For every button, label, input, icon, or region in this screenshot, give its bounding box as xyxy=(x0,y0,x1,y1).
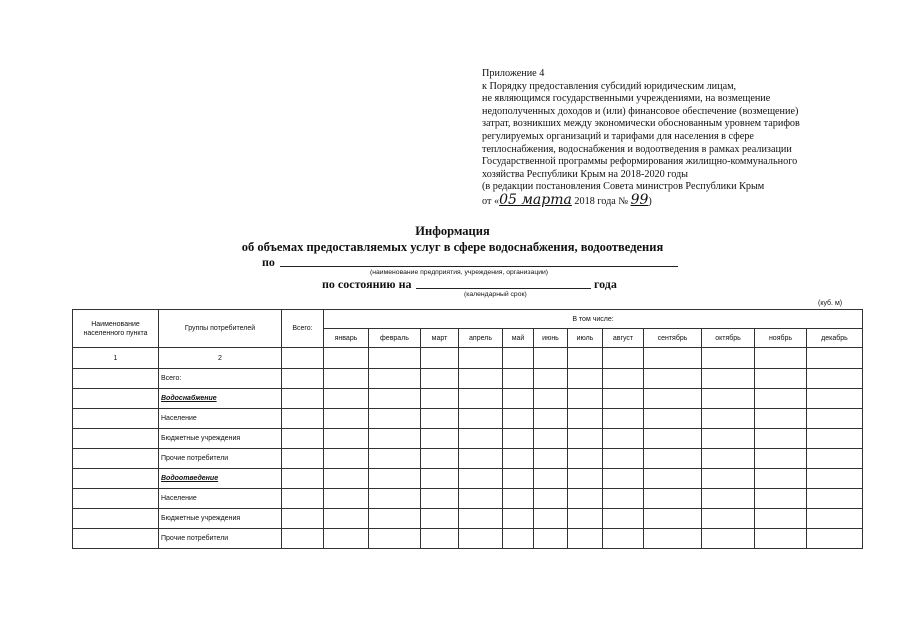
value-cell xyxy=(459,409,503,429)
value-cell xyxy=(807,409,863,429)
value-cell xyxy=(503,389,534,409)
value-cell xyxy=(369,429,421,449)
value-cell xyxy=(73,369,159,389)
month-header: январь xyxy=(324,329,369,348)
value-cell xyxy=(421,509,459,529)
value-cell xyxy=(568,429,603,449)
value-cell xyxy=(503,469,534,489)
volumes-table xyxy=(72,309,863,549)
value-cell xyxy=(534,369,568,389)
value-cell xyxy=(534,409,568,429)
table-row xyxy=(73,489,863,509)
value-cell xyxy=(324,529,369,549)
value-cell xyxy=(421,409,459,429)
month-header: сентябрь xyxy=(644,329,702,348)
value-cell xyxy=(702,369,755,389)
value-cell xyxy=(73,489,159,509)
value-cell xyxy=(369,509,421,529)
value-cell xyxy=(568,469,603,489)
appendix-line: Приложение 4 xyxy=(482,68,545,79)
value-cell xyxy=(324,369,369,389)
value-cell xyxy=(755,449,807,469)
value-cell xyxy=(282,529,324,549)
value-cell xyxy=(807,389,863,409)
table-row xyxy=(73,509,863,529)
value-cell xyxy=(459,449,503,469)
appendix-line: теплоснабжения, водоснабжения и водоотведения в рамках реализации xyxy=(482,143,792,155)
value-cell xyxy=(534,449,568,469)
value-cell xyxy=(702,389,755,409)
month-header: апрель xyxy=(459,329,503,348)
appendix-line: хозяйства Республики Крым на 2018-2020 годы xyxy=(482,168,689,180)
value-cell xyxy=(503,449,534,469)
value-cell xyxy=(503,489,534,509)
consumer-group-cell: Бюджетные учреждения xyxy=(159,509,282,529)
value-cell xyxy=(807,529,863,549)
column-number: 2 xyxy=(159,348,282,369)
header-settlement: Наименование населенного пункта xyxy=(73,310,159,348)
value-cell xyxy=(603,489,644,509)
handwritten-number: 99 xyxy=(630,191,649,208)
value-cell xyxy=(282,389,324,409)
value-cell xyxy=(73,429,159,449)
value-cell xyxy=(534,529,568,549)
value-cell xyxy=(324,429,369,449)
value-cell xyxy=(324,449,369,469)
value-cell xyxy=(755,389,807,409)
value-cell xyxy=(644,469,702,489)
appendix-line: не являющимся государственными учреждениями, на возмещение xyxy=(482,93,771,105)
document-title: Информация xyxy=(415,224,490,238)
consumer-group-cell: Население xyxy=(159,409,282,429)
value-cell xyxy=(807,369,863,389)
value-cell xyxy=(603,389,644,409)
value-cell xyxy=(534,489,568,509)
value-cell xyxy=(459,489,503,509)
value-cell xyxy=(534,509,568,529)
appendix-block xyxy=(482,68,882,209)
table-row xyxy=(73,469,863,489)
header-including: В том числе: xyxy=(324,310,863,329)
month-header: март xyxy=(421,329,459,348)
appendix-date-line xyxy=(482,191,882,209)
value-cell xyxy=(702,509,755,529)
value-cell xyxy=(503,529,534,549)
value-cell xyxy=(282,469,324,489)
value-cell xyxy=(282,489,324,509)
value-cell xyxy=(644,389,702,409)
value-cell xyxy=(755,489,807,509)
value-cell xyxy=(603,509,644,529)
consumer-group-cell: Водоотведение xyxy=(159,469,282,489)
po-label: по xyxy=(262,255,275,269)
value-cell xyxy=(644,489,702,509)
value-cell xyxy=(324,409,369,429)
value-cell xyxy=(603,529,644,549)
value-cell xyxy=(421,389,459,409)
value-cell xyxy=(324,389,369,409)
value-cell xyxy=(603,469,644,489)
appendix-line: Государственной программы реформирования жилищно-коммунального xyxy=(482,156,798,168)
value-cell xyxy=(644,509,702,529)
value-cell xyxy=(73,409,159,429)
value-cell xyxy=(807,429,863,449)
value-cell xyxy=(702,429,755,449)
value-cell xyxy=(807,469,863,489)
document-subtitle: об объемах предоставляемых услуг в сфере водоснабжения, водоотведения xyxy=(241,240,664,254)
value-cell xyxy=(369,389,421,409)
month-header: август xyxy=(603,329,644,348)
value-cell xyxy=(421,429,459,449)
value-cell xyxy=(568,409,603,429)
value-cell xyxy=(568,389,603,409)
value-cell xyxy=(421,529,459,549)
value-cell xyxy=(755,369,807,389)
value-cell xyxy=(73,469,159,489)
value-cell xyxy=(73,529,159,549)
consumer-group-cell: Всего: xyxy=(159,369,282,389)
value-cell xyxy=(369,369,421,389)
value-cell xyxy=(282,449,324,469)
header-groups: Группы потребителей xyxy=(159,310,282,348)
organization-caption: (наименование предприятия, учреждения, организации) xyxy=(370,269,549,276)
date-middle: 2018 года № xyxy=(571,195,631,207)
value-cell xyxy=(421,449,459,469)
value-cell xyxy=(282,369,324,389)
value-cell xyxy=(282,409,324,429)
date-suffix: ) xyxy=(648,195,652,207)
value-cell xyxy=(369,449,421,469)
handwritten-date: 05 марта xyxy=(499,191,572,208)
value-cell xyxy=(755,409,807,429)
value-cell xyxy=(702,469,755,489)
value-cell xyxy=(369,489,421,509)
value-cell xyxy=(755,509,807,529)
value-cell xyxy=(534,429,568,449)
value-cell xyxy=(369,409,421,429)
value-cell xyxy=(324,469,369,489)
appendix-line: (в редакции постановления Совета министров Республики Крым xyxy=(482,181,765,193)
value-cell xyxy=(603,369,644,389)
month-header: май xyxy=(503,329,534,348)
value-cell xyxy=(568,449,603,469)
value-cell xyxy=(702,489,755,509)
value-cell xyxy=(73,389,159,409)
value-cell xyxy=(282,509,324,529)
value-cell xyxy=(503,509,534,529)
table-body xyxy=(73,369,863,549)
table-row xyxy=(73,429,863,449)
table-row xyxy=(73,369,863,389)
value-cell xyxy=(755,429,807,449)
value-cell xyxy=(459,469,503,489)
value-cell xyxy=(568,489,603,509)
as-of-label: по состоянию на xyxy=(322,277,412,291)
column-number: 1 xyxy=(73,348,159,369)
year-label: года xyxy=(594,277,617,291)
month-header: июль xyxy=(568,329,603,348)
value-cell xyxy=(807,509,863,529)
date-prefix: от « xyxy=(482,195,500,207)
consumer-group-cell: Население xyxy=(159,489,282,509)
value-cell xyxy=(459,529,503,549)
value-cell xyxy=(73,449,159,469)
value-cell xyxy=(459,509,503,529)
value-cell xyxy=(603,449,644,469)
consumer-group-cell: Прочие потребители xyxy=(159,529,282,549)
unit-label: (куб. м) xyxy=(818,300,843,307)
value-cell xyxy=(644,409,702,429)
value-cell xyxy=(603,409,644,429)
value-cell xyxy=(503,409,534,429)
consumer-group-cell: Водоснабжение xyxy=(159,389,282,409)
table-row xyxy=(73,409,863,429)
month-header: июнь xyxy=(534,329,568,348)
value-cell xyxy=(568,509,603,529)
value-cell xyxy=(459,369,503,389)
value-cell xyxy=(369,529,421,549)
period-caption: (календарный срок) xyxy=(464,291,527,298)
value-cell xyxy=(702,529,755,549)
value-cell xyxy=(421,489,459,509)
organization-blank-line xyxy=(280,266,678,267)
value-cell xyxy=(807,489,863,509)
value-cell xyxy=(324,489,369,509)
value-cell xyxy=(644,449,702,469)
table-row xyxy=(73,389,863,409)
value-cell xyxy=(568,369,603,389)
value-cell xyxy=(503,369,534,389)
consumer-group-cell: Бюджетные учреждения xyxy=(159,429,282,449)
value-cell xyxy=(644,429,702,449)
period-blank-line xyxy=(416,288,591,289)
value-cell xyxy=(534,389,568,409)
month-header: ноябрь xyxy=(755,329,807,348)
value-cell xyxy=(702,409,755,429)
table-row xyxy=(73,529,863,549)
appendix-line: регулируемых организаций и тарифами для населения в сфере xyxy=(482,130,754,142)
value-cell xyxy=(644,369,702,389)
value-cell xyxy=(568,529,603,549)
value-cell xyxy=(807,449,863,469)
value-cell xyxy=(324,509,369,529)
table-row xyxy=(73,449,863,469)
value-cell xyxy=(421,369,459,389)
value-cell xyxy=(459,389,503,409)
value-cell xyxy=(603,429,644,449)
value-cell xyxy=(534,469,568,489)
value-cell xyxy=(369,469,421,489)
consumer-group-cell: Прочие потребители xyxy=(159,449,282,469)
value-cell xyxy=(702,449,755,469)
value-cell xyxy=(73,509,159,529)
appendix-line: недополученных доходов и (или) финансовое обеспечение (возмещение) xyxy=(482,105,799,117)
value-cell xyxy=(421,469,459,489)
value-cell xyxy=(282,429,324,449)
header-total: Всего: xyxy=(282,310,324,348)
value-cell xyxy=(644,529,702,549)
month-header: октябрь xyxy=(702,329,755,348)
value-cell xyxy=(755,529,807,549)
value-cell xyxy=(755,469,807,489)
value-cell xyxy=(459,429,503,449)
value-cell xyxy=(503,429,534,449)
month-header: декабрь xyxy=(807,329,863,348)
month-header: февраль xyxy=(369,329,421,348)
appendix-line: к Порядку предоставления субсидий юридическим лицам, xyxy=(482,80,737,92)
appendix-line: затрат, возникших между экономически обоснованным уровнем тарифов xyxy=(482,118,800,130)
